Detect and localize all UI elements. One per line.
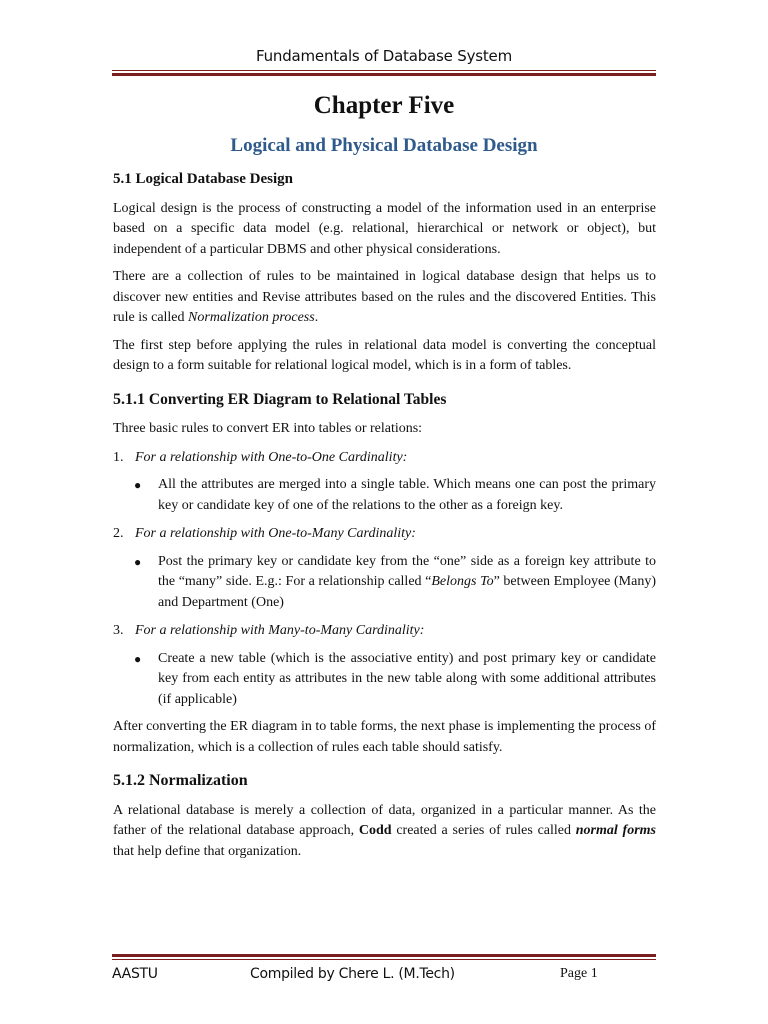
body-content — [113, 169, 656, 862]
bold-codd: Codd — [358, 823, 392, 838]
chapter-title: Chapter Five — [313, 92, 455, 119]
section-heading-5-1-2 — [113, 771, 656, 792]
section-heading-5-1-1 — [113, 390, 656, 411]
rule-item-2 — [113, 524, 656, 545]
bullet-icon: ● — [134, 554, 142, 569]
section-number: 5.1.1 — [113, 390, 145, 408]
paragraph-logical-design: Logical design is the process of constructing a model of the information used in an enterprise based on a specific data model (e.g. relational, hierarchical or network or object), but independent of a particular DBMS and other physical considerations. — [113, 200, 656, 257]
rule-item-1 — [113, 448, 656, 469]
rule-label: For a relationship with One-to-Many Cardinality: — [135, 526, 416, 541]
bullet-text — [158, 552, 656, 614]
rule-label: For a relationship with One-to-One Cardinality: — [135, 449, 408, 465]
paragraph-rules — [113, 267, 656, 329]
bullet-icon: ● — [134, 478, 142, 492]
footer-institution: AASTU — [112, 966, 158, 982]
section-title: Converting ER Diagram to Relational Tables — [148, 390, 447, 408]
text-span: There are a collection of rules to be maintained in logical database design that helps us to discover new entities and Revise attributes based on the rules and the discovered Entities. This rule is called — [113, 269, 656, 325]
bullet-text: Create a new table (which is the associative entity) and post primary key or candidate key from each entity as attributes in the new table along with some additional attributes (if applicable) — [158, 650, 656, 707]
emphasis-belongs-to: Belongs To — [431, 574, 494, 589]
paragraph-normalization — [113, 801, 656, 863]
page-footer — [112, 966, 656, 988]
paragraph-intro: Three basic rules to convert ER into tables or relations: — [113, 421, 423, 436]
header-rule-thin — [112, 70, 656, 71]
text-span: . — [314, 310, 319, 325]
section-heading-5-1: 5.1 Logical Database Design — [113, 171, 293, 187]
text-span: that help define that organization. — [113, 843, 302, 859]
text-span: A relational database is merely a collection of data, organized in a particular manner. As the father of the relational database approach, — [113, 802, 656, 838]
rule-number: 2. — [113, 526, 124, 541]
rule-number: 1. — [113, 449, 124, 465]
bullet-item-2 — [134, 552, 656, 614]
bullet-item-1 — [134, 475, 656, 516]
running-header: Fundamentals of Database System — [255, 47, 512, 65]
rule-label: For a relationship with Many-to-Many Cardinality: — [135, 623, 425, 638]
text-span: ” between Employee (Many) and Department (One) — [158, 574, 656, 610]
bullet-icon: ● — [134, 651, 142, 666]
rule-number: 3. — [113, 623, 124, 638]
page-number: Page 1 — [560, 966, 598, 981]
footer-rule-thin — [112, 959, 656, 960]
bullet-item-3 — [134, 649, 656, 711]
footer-author: Compiled by Chere L. (M.Tech) — [250, 966, 455, 982]
text-span: created a series of rules called — [391, 823, 576, 838]
paragraph-after-conversion: After converting the ER diagram in to table forms, the next phase is implementing the process of normalization, which is a collection of rules each table should satisfy. — [113, 719, 656, 755]
text-span: Post the primary key or candidate key from the “one” side as a foreign key attribute to the “many” side. E.g.: For a relationship called “ — [158, 553, 656, 589]
bullet-text: All the attributes are merged into a single table. Which means one can post the primary key or candidate key of one of the relations to the other as a foreign key. — [158, 477, 656, 513]
emphasis-normalization: Normalization process — [188, 310, 315, 325]
header-rule-thick — [112, 73, 656, 76]
chapter-subtitle: Logical and Physical Database Design — [230, 135, 538, 156]
rule-item-3 — [113, 621, 656, 642]
paragraph-first-step: The first step before applying the rules in relational data model is converting the conceptual design to a form suitable for relational logical model, which is in a form of tables. — [113, 337, 656, 373]
section-heading-text: 5.1.2 Normalization — [113, 772, 248, 789]
footer-rule-thick — [112, 954, 656, 957]
bold-italic-normal-forms: normal forms — [575, 823, 656, 838]
